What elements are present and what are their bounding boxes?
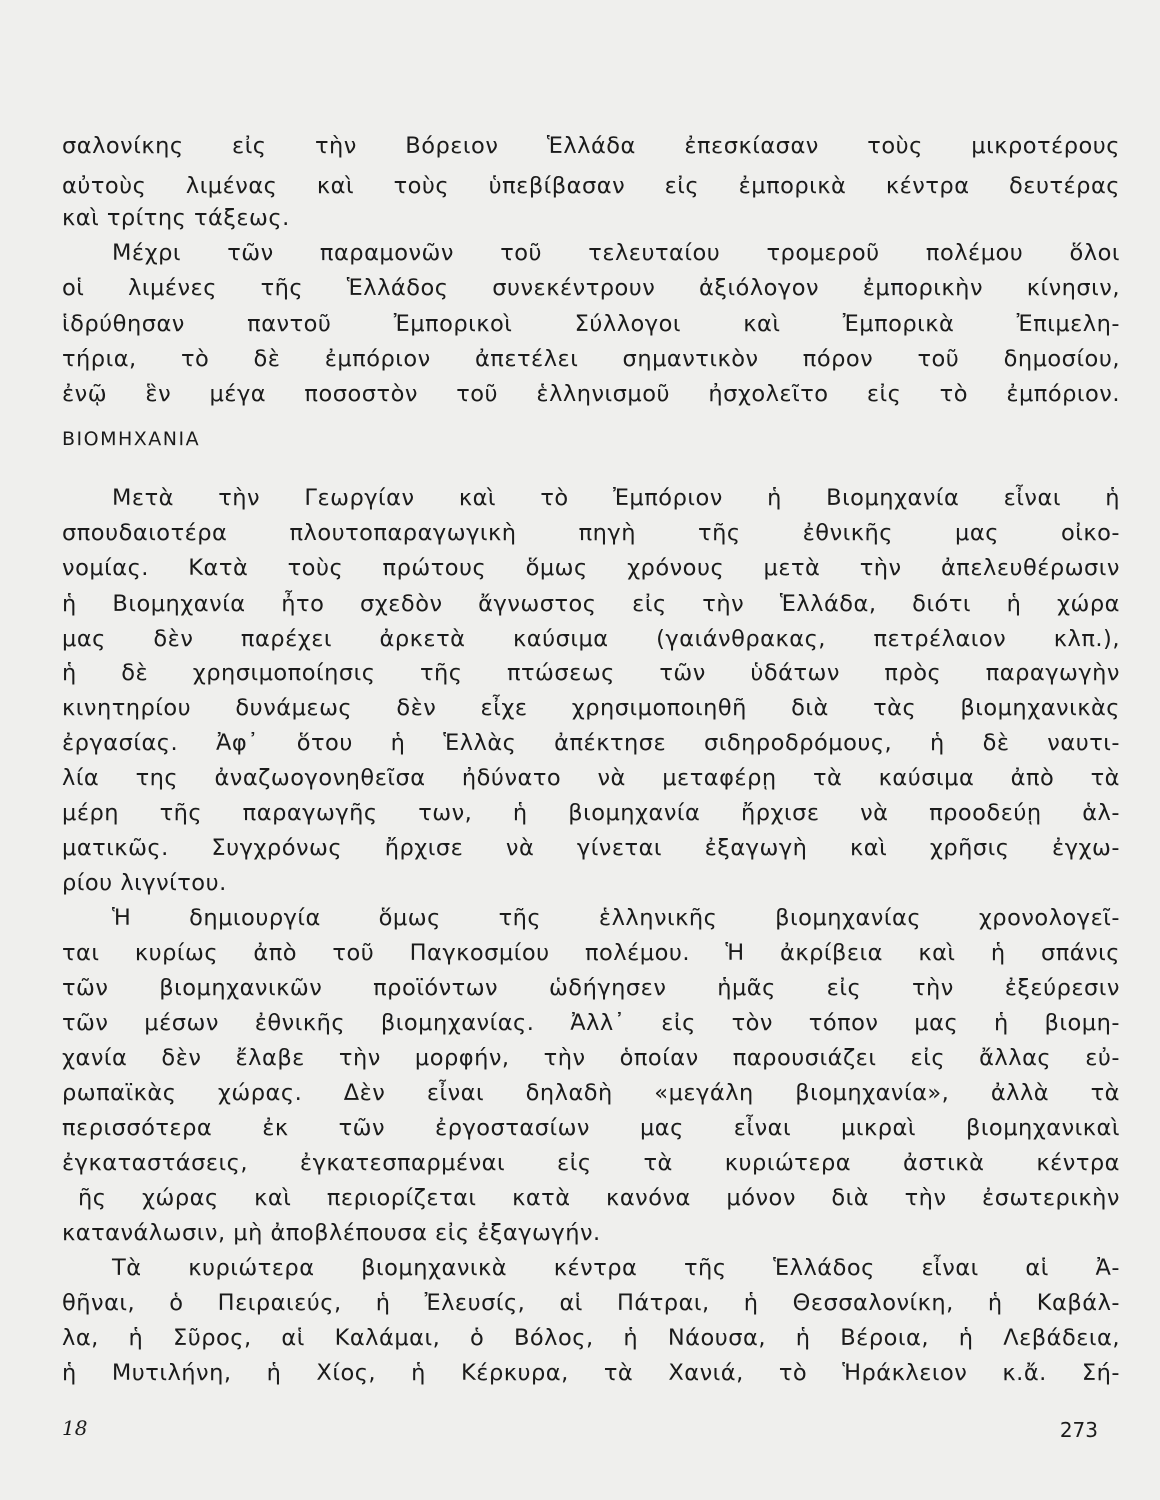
text-line: Τὰ κυριώτερα βιομηχανικὰ κέντρα τῆς Ἑλλάδος εἶναι αἱ Ἀ- (112, 1255, 1120, 1281)
page-number: 273 (1059, 1418, 1098, 1442)
signature-mark: 18 (62, 1416, 88, 1440)
text-line: μας δὲν παρέχει ἀρκετὰ καύσιμα (γαιάνθρακας, πετρέλαιον κλπ.), (62, 626, 1120, 652)
text-line: θῆναι, ὁ Πειραιεύς, ἡ Ἐλευσίς, αἱ Πάτραι, ἡ Θεσσαλονίκη, ἡ Καβάλ- (62, 1290, 1120, 1316)
text-line: περισσότερα ἐκ τῶν ἐργοστασίων μας εἶναι μικραὶ βιομηχανικαὶ (62, 1115, 1120, 1141)
text-line: λία της ἀναζωογονηθεῖσα ἠδύνατο νὰ μεταφέρῃ τὰ καύσιμα ἀπὸ τὰ (62, 765, 1120, 791)
text-line: ται κυρίως ἀπὸ τοῦ Παγκοσμίου πολέμου. Ἡ ἀκρίβεια καὶ ἡ σπάνις (62, 940, 1120, 966)
text-line: ῆς χώρας καὶ περιορίζεται κατὰ κανόνα μόνον διὰ τὴν ἐσωτερικὴν (78, 1185, 1120, 1211)
text-line: Ἡ δημιουργία ὅμως τῆς ἑλληνικῆς βιομηχανίας χρονολογεῖ- (112, 905, 1120, 931)
text-line: ρίου λιγνίτου. (62, 870, 227, 896)
text-line: κατανάλωσιν, μὴ ἀποβλέπουσα εἰς ἐξαγωγήν. (62, 1220, 601, 1246)
text-line: νομίας. Κατὰ τοὺς πρώτους ὅμως χρόνους μετὰ τὴν ἀπελευθέρωσιν (62, 555, 1120, 581)
text-line: καὶ τρίτης τάξεως. (62, 205, 290, 231)
text-line: αὐτοὺς λιμένας καὶ τοὺς ὑπεβίβασαν εἰς ἐμπορικὰ κέντρα δευτέρας (62, 173, 1120, 199)
text-line: ἐργασίας. Ἀφ᾽ ὅτου ἡ Ἑλλὰς ἀπέκτησε σιδηροδρόμους, ἡ δὲ ναυτι- (62, 730, 1120, 756)
text-line: τῶν βιομηχανικῶν προϊόντων ὡδήγησεν ἡμᾶς εἰς τὴν ἐξεύρεσιν (62, 975, 1120, 1001)
text-line: κινητηρίου δυνάμεως δὲν εἶχε χρησιμοποιηθῆ διὰ τὰς βιομηχανικὰς (62, 695, 1120, 721)
text-line: χανία δὲν ἔλαβε τὴν μορφήν, τὴν ὁποίαν παρουσιάζει εἰς ἄλλας εὐ- (62, 1045, 1120, 1071)
text-line: οἱ λιμένες τῆς Ἑλλάδος συνεκέντρουν ἀξιόλογον ἐμπορικὴν κίνησιν, (62, 275, 1120, 301)
text-line: ἡ δὲ χρησιμοποίησις τῆς πτώσεως τῶν ὑδάτων πρὸς παραγωγὴν (62, 660, 1120, 686)
text-line: Μέχρι τῶν παραμονῶν τοῦ τελευταίου τρομεροῦ πολέμου ὅλοι (112, 240, 1120, 266)
text-line: Μετὰ τὴν Γεωργίαν καὶ τὸ Ἐμπόριον ἡ Βιομηχανία εἶναι ἡ (112, 485, 1120, 511)
text-line: τήρια, τὸ δὲ ἐμπόριον ἀπετέλει σημαντικὸν πόρον τοῦ δημοσίου, (62, 346, 1120, 372)
text-line: ἡ Μυτιλήνη, ἡ Χίος, ἡ Κέρκυρα, τὰ Χανιά, τὸ Ἡράκλειον κ.ἄ. Σή- (62, 1360, 1120, 1386)
text-line: ἱδρύθησαν παντοῦ Ἐμπορικοὶ Σύλλογοι καὶ Ἐμπορικὰ Ἐπιμελη- (62, 311, 1120, 337)
text-line: ἐνῷ ἓν μέγα ποσοστὸν τοῦ ἑλληνισμοῦ ἠσχολεῖτο εἰς τὸ ἐμπόριον. (62, 381, 1120, 407)
text-line: λα, ἡ Σῦρος, αἱ Καλάμαι, ὁ Βόλος, ἡ Νάουσα, ἡ Βέροια, ἡ Λεβάδεια, (62, 1325, 1120, 1351)
text-line: ματικῶς. Συγχρόνως ἤρχισε νὰ γίνεται ἐξαγωγὴ καὶ χρῆσις ἐγχω- (62, 835, 1120, 861)
section-heading: ΒΙΟΜΗΧΑΝΙΑ (62, 428, 201, 450)
text-line: ἐγκαταστάσεις, ἐγκατεσπαρμέναι εἰς τὰ κυριώτερα ἀστικὰ κέντρα (62, 1150, 1120, 1176)
text-line: ἡ Βιομηχανία ἦτο σχεδὸν ἄγνωστος εἰς τὴν Ἑλλάδα, διότι ἡ χώρα (62, 591, 1120, 617)
text-line: σπουδαιοτέρα πλουτοπαραγωγικὴ πηγὴ τῆς ἐθνικῆς μας οἰκο- (62, 520, 1120, 546)
text-line: μέρη τῆς παραγωγῆς των, ἡ βιομηχανία ἤρχισε νὰ προοδεύῃ ἁλ- (62, 800, 1120, 826)
text-line: ρωπαϊκὰς χώρας. Δὲν εἶναι δηλαδὴ «μεγάλη βιομηχανία», ἀλλὰ τὰ (62, 1080, 1120, 1106)
text-line: τῶν μέσων ἐθνικῆς βιομηχανίας. Ἀλλ᾽ εἰς τὸν τόπον μας ἡ βιομη- (62, 1010, 1120, 1036)
text-line: σαλονίκης εἰς τὴν Βόρειον Ἑλλάδα ἐπεσκίασαν τοὺς μικροτέρους (62, 133, 1120, 159)
